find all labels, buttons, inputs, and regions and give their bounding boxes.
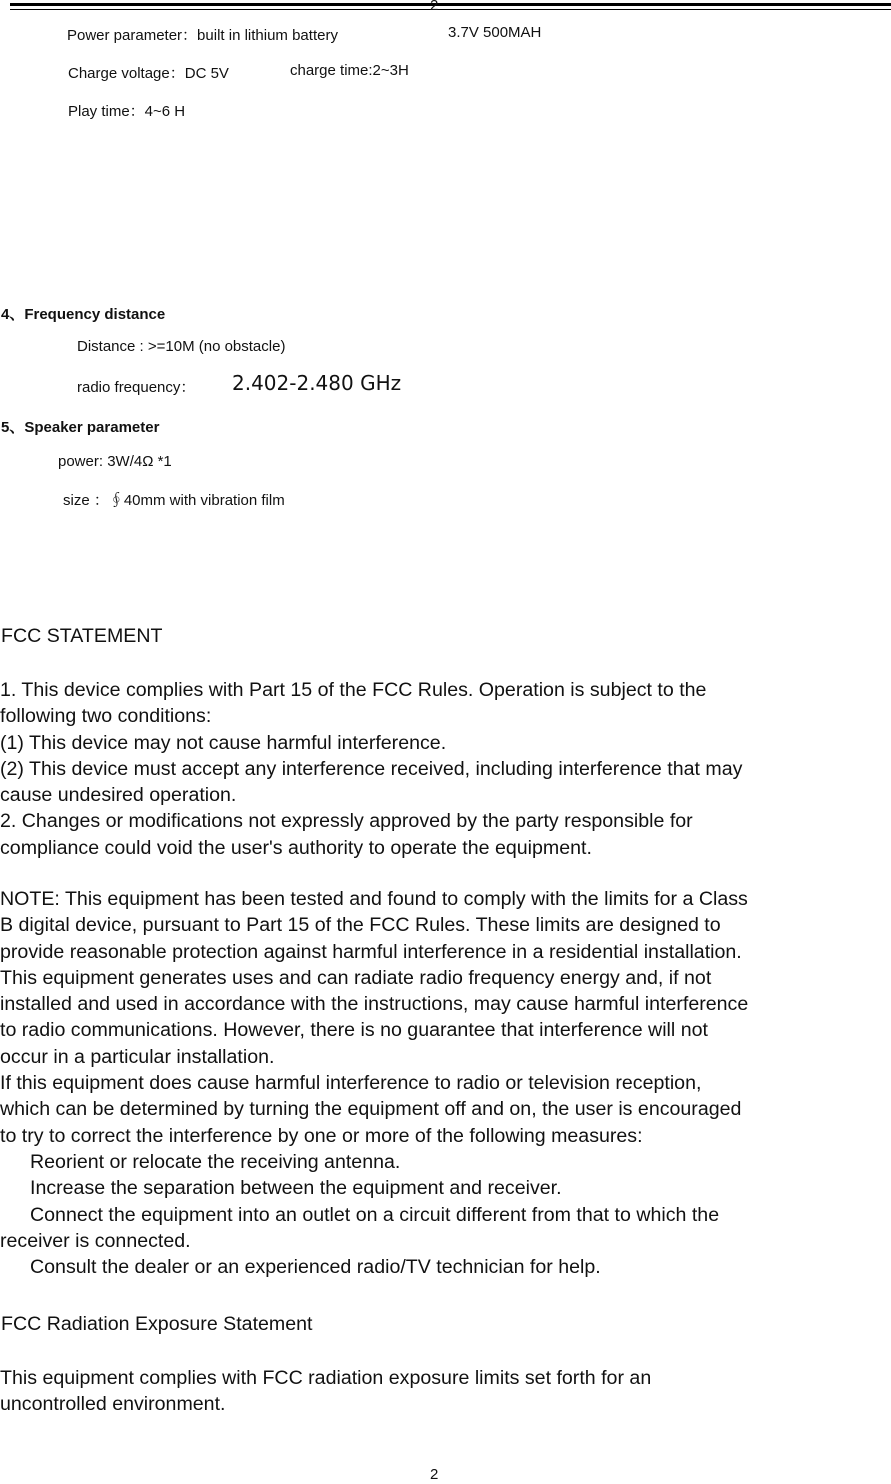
spec-battery-rating: 3.7V 500MAH [448, 24, 542, 41]
text-line: NOTE: This equipment has been tested and found to comply with the limits for a Class [0, 888, 748, 910]
spec-charge-voltage: Charge voltage：DC 5V [68, 65, 229, 82]
spec-charge-time: charge time:2~3H [290, 62, 409, 79]
text-line: occur in a particular installation. [0, 1045, 275, 1068]
spec-power-parameter: Power parameter：built in lithium battery [67, 27, 338, 44]
text-line: provide reasonable protection against harmful interference in a residential installation. [0, 940, 742, 963]
text-line: If this equipment does cause harmful interference to radio or television reception, [0, 1072, 702, 1095]
text-line: 1. This device complies with Part 15 of the FCC Rules. Operation is subject to the [0, 679, 707, 701]
fcc-note [0, 886, 888, 1280]
text-line: This equipment complies with FCC radiation exposure limits set forth for an [0, 1367, 652, 1389]
measure-item: Increase the separation between the equipment and receiver. [30, 1177, 562, 1200]
fcc-conditions [0, 677, 888, 861]
text-line: (2) This device must accept any interference received, including interference that may [0, 757, 743, 780]
speaker-size: size ：∮40mm with vibration film [63, 492, 285, 509]
text-line: which can be determined by turning the equipment off and on, the user is encouraged [0, 1098, 742, 1121]
text-line: (1) This device may not cause harmful interference. [0, 731, 447, 754]
text-line: uncontrolled environment. [0, 1393, 226, 1416]
fcc-statement-title: FCC STATEMENT [1, 625, 163, 647]
text-line: cause undesired operation. [0, 784, 237, 807]
text-line: compliance could void the user's authority to operate the equipment. [0, 836, 592, 859]
measure-item: Reorient or relocate the receiving antenna. [30, 1150, 401, 1173]
radiation-exposure-text [0, 1365, 888, 1418]
header-rule-thick [10, 3, 891, 6]
measure-item: Consult the dealer or an experienced radio/TV technician for help. [30, 1256, 601, 1279]
distance-text: Distance : >=10M (no obstacle) [77, 338, 286, 355]
radio-frequency-label: radio frequency： [77, 379, 196, 396]
section4-heading: 4、Frequency distance [1, 306, 166, 323]
radiation-exposure-title: FCC Radiation Exposure Statement [1, 1313, 313, 1335]
radio-frequency-value: 2.402-2.480 GHz [232, 371, 402, 395]
footer-page-number: 2 [430, 1466, 439, 1483]
measure-item: Connect the equipment into an outlet on a circuit different from that to which the [30, 1203, 720, 1226]
text-line: installed and used in accordance with the instructions, may cause harmful interference [0, 993, 749, 1016]
header-rule-thin [10, 9, 891, 10]
header-page-number: 2 [430, 0, 439, 14]
text-line: This equipment generates uses and can radiate radio frequency energy and, if not [0, 966, 712, 989]
text-line: to radio communications. However, there is no guarantee that interference will not [0, 1019, 708, 1042]
text-line: following two conditions: [0, 705, 212, 728]
text-line: B digital device, pursuant to Part 15 of the FCC Rules. These limits are designed to [0, 914, 721, 937]
text-line: 2. Changes or modifications not expressly approved by the party responsible for [0, 810, 693, 833]
text-line: to try to correct the interference by one or more of the following measures: [0, 1124, 643, 1147]
spec-play-time: Play time：4~6 H [68, 103, 186, 120]
speaker-power: power: 3W/4Ω *1 [58, 453, 172, 470]
measure-continuation: receiver is connected. [0, 1229, 191, 1252]
section5-heading: 5、Speaker parameter [1, 419, 160, 436]
